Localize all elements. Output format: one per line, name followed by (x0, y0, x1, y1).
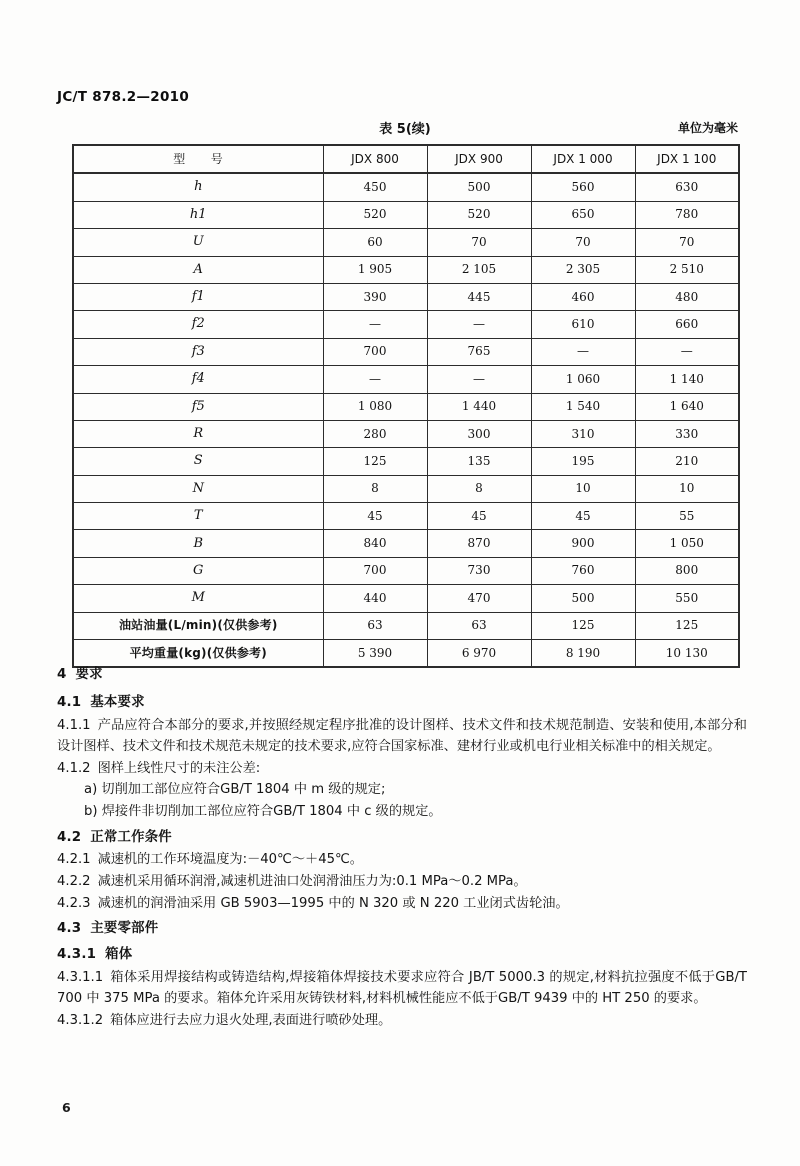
table-row (73, 311, 739, 338)
cell-value: 45 (367, 508, 383, 523)
cell-value: 10 (679, 481, 695, 496)
table-cell (323, 585, 427, 612)
cell-value: 700 (363, 563, 387, 578)
cell-value: 70 (471, 234, 487, 249)
table-row (73, 173, 739, 201)
cell-value: 8 (475, 481, 483, 496)
cell-value: 870 (467, 536, 491, 551)
cell-value: 650 (571, 207, 595, 222)
paragraph-4-2-2 (57, 871, 747, 893)
table-row (73, 201, 739, 228)
cell-value: 2 305 (565, 262, 601, 277)
table-cell (531, 530, 635, 557)
page-number: 6 (62, 1100, 71, 1115)
cell-value: 550 (675, 590, 699, 605)
table-cell (427, 393, 531, 420)
table-row (73, 256, 739, 283)
cell-value: 900 (571, 536, 595, 551)
row-label (73, 229, 323, 256)
cell-value: 470 (467, 590, 491, 605)
cell-value: 210 (675, 453, 699, 468)
table-cell (427, 201, 531, 228)
body-content (57, 664, 747, 1032)
cell-value: 840 (363, 536, 387, 551)
table-cell (635, 201, 739, 228)
heading-4-1-title: 基本要求 (90, 694, 145, 710)
table-cell (531, 475, 635, 502)
table-cell (323, 311, 427, 338)
heading-4-1 (57, 692, 747, 714)
cell-value: 6 970 (461, 645, 497, 660)
heading-4-2-title: 正常工作条件 (90, 829, 172, 845)
table-row (73, 338, 739, 365)
cell-value: 70 (575, 234, 591, 249)
cell-value: 460 (571, 289, 595, 304)
cell-value: 70 (679, 234, 695, 249)
cell-value: 1 440 (461, 399, 497, 414)
cell-value: 765 (467, 344, 491, 359)
cell-value: 700 (363, 344, 387, 359)
row-label-text: M (191, 590, 205, 606)
row-label-text: N (192, 480, 204, 496)
row-label (73, 503, 323, 530)
cell-value: 1 905 (357, 262, 393, 277)
paragraph-4-2-3-text: 减速机的润滑油采用 GB 5903—1995 中的 N 320 或 N 220 工业闭式齿轮油。 (97, 895, 569, 911)
table-cell (531, 201, 635, 228)
table-cell (427, 475, 531, 502)
row-label (73, 557, 323, 584)
heading-4-1-number: 4.1 (57, 694, 82, 710)
cell-value: 63 (471, 618, 487, 633)
cell-value: 780 (675, 207, 699, 222)
row-label (73, 530, 323, 557)
cell-value: 760 (571, 563, 595, 578)
cell-value: 1 050 (669, 536, 704, 551)
heading-4-title: 要求 (75, 667, 103, 682)
heading-4-3-number: 4.3 (57, 921, 82, 937)
row-label-text: G (193, 562, 204, 578)
column-header-jdx800: JDX 800 (323, 145, 427, 173)
row-label (73, 311, 323, 338)
empty-value-dash: — (680, 344, 693, 359)
table-cell (635, 448, 739, 475)
paragraph-4-3-1-2 (57, 1010, 747, 1032)
cell-value: 480 (675, 289, 699, 304)
table-cell (323, 503, 427, 530)
table-cell (531, 311, 635, 338)
cell-value: 63 (367, 618, 383, 633)
cell-value: 2 510 (669, 262, 704, 277)
cell-value: 660 (675, 316, 699, 331)
table-cell (635, 475, 739, 502)
cell-value: 1 140 (669, 371, 704, 386)
table-row (73, 503, 739, 530)
cell-value: 1 540 (565, 399, 601, 414)
table-row (73, 448, 739, 475)
table-cell (323, 612, 427, 639)
table-body (73, 173, 739, 667)
paragraph-4-3-1-1 (57, 967, 747, 1010)
table-cell (635, 338, 739, 365)
table-cell (323, 557, 427, 584)
table-cell (531, 420, 635, 447)
cell-value: 60 (367, 234, 383, 249)
cell-value: 1 640 (669, 399, 704, 414)
table-cell (531, 612, 635, 639)
table-cell (427, 448, 531, 475)
table-cell (323, 338, 427, 365)
row-label (73, 201, 323, 228)
table-cell (635, 311, 739, 338)
paragraph-4-1-2-number: 4.1.2 (57, 760, 91, 776)
table-unit-note: 单位为毫米 (677, 121, 738, 135)
table-cell (531, 173, 635, 201)
table-cell (427, 283, 531, 310)
cell-value: 520 (467, 207, 491, 222)
row-label-text: h (194, 179, 203, 195)
cell-value: 520 (363, 207, 387, 222)
cell-value: 440 (363, 590, 387, 605)
table-cell (427, 256, 531, 283)
specification-table (72, 144, 740, 668)
row-label-text: U (192, 234, 204, 250)
heading-4-number: 4 (57, 667, 67, 682)
paragraph-4-2-3 (57, 893, 747, 915)
table-cell (531, 256, 635, 283)
row-label-text: 油站油量(L/min)(仅供参考) (118, 618, 278, 633)
table-row (73, 229, 739, 256)
paragraph-4-2-2-number: 4.2.2 (57, 873, 91, 889)
row-label (73, 338, 323, 365)
table-cell (323, 229, 427, 256)
row-label (73, 612, 323, 639)
cell-value: 195 (571, 453, 595, 468)
row-label (73, 173, 323, 201)
row-label-text: T (193, 508, 203, 524)
row-label (73, 393, 323, 420)
table-cell (323, 420, 427, 447)
cell-value: 10 (575, 481, 591, 496)
table-cell (427, 585, 531, 612)
cell-value: 45 (575, 508, 591, 523)
row-label-text: h1 (189, 206, 207, 222)
row-label-text: f4 (191, 371, 205, 387)
paragraph-4-3-1-2-number: 4.3.1.2 (57, 1012, 104, 1028)
row-label-text: S (193, 453, 203, 469)
table-head (73, 145, 739, 173)
cell-value: 500 (467, 179, 491, 194)
table-cell (427, 503, 531, 530)
empty-value-dash: — (473, 316, 485, 331)
cell-value: 450 (363, 179, 387, 194)
cell-value: 125 (363, 453, 387, 468)
column-header-jdx1100: JDX 1 100 (635, 145, 739, 173)
cell-value: 125 (571, 618, 595, 633)
table-cell (427, 420, 531, 447)
paragraph-4-1-1-number: 4.1.1 (57, 717, 91, 733)
table-cell (635, 612, 739, 639)
table-cell (531, 338, 635, 365)
heading-4-2-number: 4.2 (57, 829, 82, 845)
heading-4-3 (57, 918, 747, 940)
paragraph-4-2-2-text: 减速机采用循环润滑,减速机进油口处润滑油压力为:0.1 MPa～0.2 MPa。 (97, 873, 527, 889)
heading-4-2 (57, 827, 747, 849)
cell-value: 610 (571, 316, 595, 331)
cell-value: 135 (467, 453, 491, 468)
column-header-jdx900: JDX 900 (427, 145, 531, 173)
row-label-text: A (193, 261, 203, 277)
table-cell (635, 393, 739, 420)
row-label (73, 585, 323, 612)
paragraph-4-1-1-text: 产品应符合本部分的要求,并按照经规定程序批准的设计图样、技术文件和技术规范制造、安装和使用,本部分和设计图样、技术文件和技术规范未规定的技术要求,应符合国家标准、建材行业或机电行业相关标准中的相关规定。 (57, 717, 747, 755)
table-cell (635, 585, 739, 612)
row-label-text: f1 (191, 289, 205, 304)
table-row (73, 366, 739, 393)
table-row (73, 585, 739, 612)
row-label (73, 256, 323, 283)
cell-value: 8 (371, 481, 379, 496)
paragraph-4-1-2 (57, 758, 747, 780)
cell-value: 730 (467, 563, 491, 578)
table-cell (531, 283, 635, 310)
cell-value: 310 (571, 426, 595, 441)
table-cell (323, 393, 427, 420)
table-cell (323, 173, 427, 201)
table-cell (531, 229, 635, 256)
table-cell (635, 420, 739, 447)
row-label-text: f5 (191, 398, 205, 414)
cell-value: 300 (467, 426, 491, 441)
empty-value-dash: — (369, 316, 381, 331)
paragraph-4-2-1 (57, 849, 747, 871)
cell-value: 800 (675, 563, 699, 578)
paragraph-4-1-1 (57, 715, 747, 758)
paragraph-4-3-1-1-number: 4.3.1.1 (57, 969, 104, 985)
row-label-text: R (193, 425, 204, 441)
table-cell (323, 201, 427, 228)
list-item-a: a) 切削加工部位应符合GB/T 1804 中 m 级的规定; (84, 782, 386, 798)
table-cell (427, 311, 531, 338)
table-cell (635, 503, 739, 530)
cell-value: 45 (471, 508, 487, 523)
cell-value: 560 (571, 179, 595, 194)
row-label (73, 448, 323, 475)
table-cell (323, 283, 427, 310)
table-cell (427, 557, 531, 584)
cell-value: 1 080 (357, 399, 393, 414)
cell-value: 390 (363, 289, 387, 304)
paragraph-4-2-1-number: 4.2.1 (57, 852, 91, 868)
table-cell (427, 366, 531, 393)
cell-value: 5 390 (357, 645, 393, 660)
cell-value: 2 105 (461, 262, 497, 277)
table-cell (531, 448, 635, 475)
paragraph-4-1-2-text: 图样上线性尺寸的未注公差: (97, 760, 261, 776)
table-header-row (73, 145, 739, 173)
empty-value-dash: — (473, 371, 485, 386)
table-cell (531, 393, 635, 420)
table-row (73, 420, 739, 447)
table-row (73, 530, 739, 557)
table-cell (531, 585, 635, 612)
cell-value: 10 130 (665, 645, 708, 660)
table-row (73, 475, 739, 502)
table-row (73, 612, 739, 639)
table-cell (531, 366, 635, 393)
row-label-text: 平均重量(kg)(仅供参考) (129, 645, 267, 660)
table-row (73, 393, 739, 420)
row-label (73, 420, 323, 447)
heading-4-3-1 (57, 944, 747, 966)
list-item-b: b) 焊接件非切削加工部位应符合GB/T 1804 中 c 级的规定。 (84, 803, 442, 819)
table-cell (635, 530, 739, 557)
cell-value: 500 (571, 590, 595, 605)
heading-4-3-title: 主要零部件 (90, 921, 159, 937)
cell-value: 445 (467, 289, 491, 304)
cell-value: 630 (675, 179, 699, 194)
table-cell (427, 173, 531, 201)
table-cell (323, 366, 427, 393)
table-cell (635, 557, 739, 584)
table-cell (635, 229, 739, 256)
table-cell (635, 283, 739, 310)
row-label (73, 283, 323, 310)
table-cell (427, 338, 531, 365)
table-cell (323, 530, 427, 557)
table-cell (323, 475, 427, 502)
table-row (73, 283, 739, 310)
table-cell (635, 256, 739, 283)
row-label (73, 475, 323, 502)
empty-value-dash: — (577, 344, 589, 359)
table-cell (323, 448, 427, 475)
paragraph-4-2-1-text: 减速机的工作环境温度为:－40℃～＋45℃。 (97, 852, 363, 868)
row-label-text: B (193, 535, 204, 551)
paragraph-4-2-3-number: 4.2.3 (57, 895, 91, 911)
cell-value: 1 060 (565, 371, 601, 386)
cell-value: 280 (363, 426, 387, 441)
heading-4-3-1-title: 箱体 (105, 946, 133, 962)
row-label-text: f2 (191, 316, 205, 332)
table-caption: 表 5(续) (379, 122, 431, 137)
column-header-jdx1000: JDX 1 000 (531, 145, 635, 173)
table-cell (427, 229, 531, 256)
table-cell (427, 612, 531, 639)
table-cell (635, 173, 739, 201)
column-header-model: 型 号 (73, 145, 323, 173)
cell-value: 55 (679, 508, 695, 523)
paragraph-4-3-1-2-text: 箱体应进行去应力退火处理,表面进行喷砂处理。 (110, 1012, 392, 1028)
standard-id-header: JC/T 878.2—2010 (57, 89, 190, 105)
table-cell (531, 557, 635, 584)
cell-value: 330 (675, 426, 699, 441)
table-row (73, 557, 739, 584)
heading-4 (57, 664, 747, 686)
table-cell (323, 256, 427, 283)
cell-value: 125 (675, 618, 699, 633)
empty-value-dash: — (369, 371, 381, 386)
row-label (73, 366, 323, 393)
cell-value: 8 190 (565, 645, 601, 660)
table-cell (635, 366, 739, 393)
table-caption-row (72, 118, 738, 138)
table-cell (531, 503, 635, 530)
row-label-text: f3 (191, 343, 205, 359)
table-cell (427, 530, 531, 557)
paragraph-4-3-1-1-text: 箱体采用焊接结构或铸造结构,焊接箱体焊接技术要求应符合 JB/T 5000.3 的规定,材料抗拉强度不低于GB/T 700 中 375 MPa 的要求。箱体允许采用灰铸铁材料,材料机械性能应不低于GB/T 9439 中的 HT 250 的要求。 (57, 969, 747, 1007)
heading-4-3-1-number: 4.3.1 (57, 946, 97, 962)
